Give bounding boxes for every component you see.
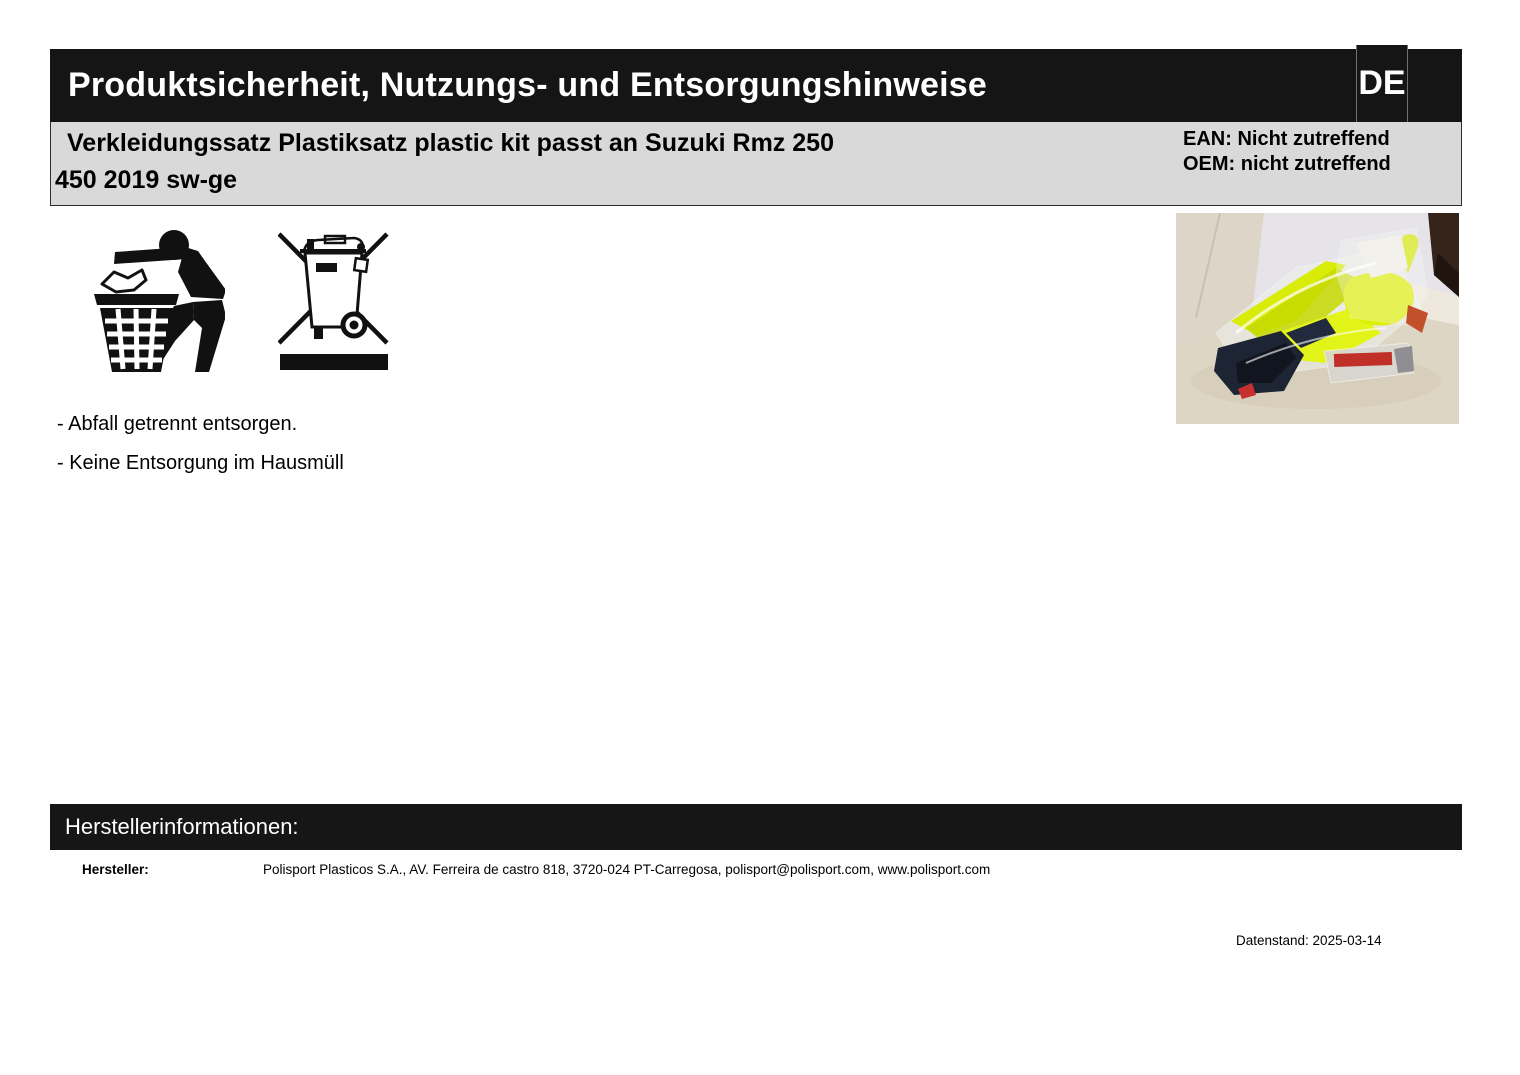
page-title: Produktsicherheit, Nutzungs- und Entsorgungshinweise — [68, 66, 988, 104]
oem-value: OEM: nicht zutreffend — [1183, 153, 1391, 175]
data-status: Datenstand: 2025-03-14 — [1236, 933, 1382, 948]
product-name-line1: Verkleidungssatz Plastiksatz plastic kit passt an Suzuki Rmz 250 — [67, 129, 834, 157]
product-name-line2: 450 2019 sw-ge — [55, 166, 238, 194]
manufacturer-section-bar — [50, 804, 1462, 850]
tidyman-icon — [90, 228, 225, 372]
language-badge: DE — [1356, 45, 1408, 122]
disposal-note: - Keine Entsorgung im Hausmüll — [57, 452, 344, 474]
product-photo — [1176, 213, 1459, 424]
disposal-notes — [57, 413, 344, 491]
disposal-note: - Abfall getrennt entsorgen. — [57, 413, 298, 435]
product-codes — [1183, 127, 1391, 177]
manufacturer-value: Polisport Plasticos S.A., AV. Ferreira de castro 818, 3720-024 PT-Carregosa, polisport@polisport.com, www.polisport.com — [263, 862, 991, 877]
manufacturer-label: Hersteller: — [82, 862, 149, 877]
header-bar — [50, 49, 1462, 122]
product-info-bar — [50, 122, 1462, 206]
manufacturer-section-title: Herstellerinformationen: — [65, 814, 299, 839]
crossed-out-wheelie-bin-icon — [278, 230, 390, 373]
ean-value: EAN: Nicht zutreffend — [1183, 128, 1390, 150]
